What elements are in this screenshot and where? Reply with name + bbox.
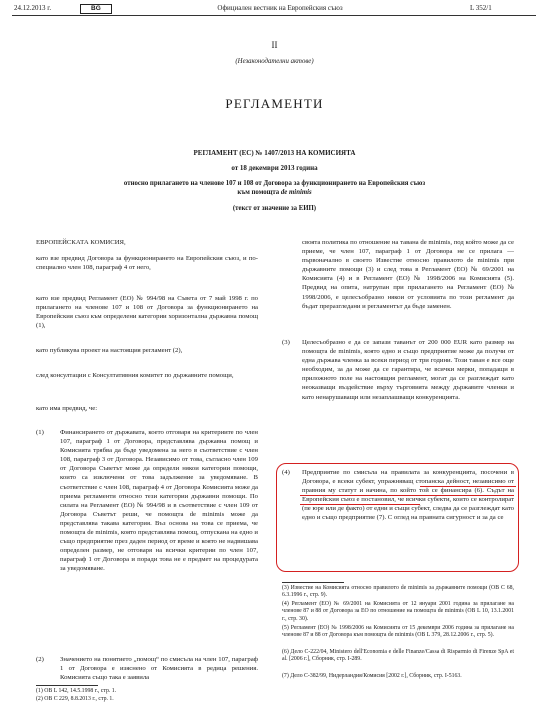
section-subtitle: (Незаконодателни актове): [235, 58, 314, 65]
recital-1-number: (1): [36, 429, 44, 436]
language-badge: BG: [80, 4, 112, 14]
recital-consultation: след консултации с Консултативния комитет по държавните помощи,: [36, 372, 234, 379]
highlight-underline-1: [420, 486, 516, 487]
regulation-subject-line1: относно прилагането на членове 107 и 108 от Договора за функционирането на Европейския съюз: [123, 180, 426, 187]
section-title: РЕГЛАМЕНТИ: [225, 96, 324, 111]
recital-1-text: Финансирането от държавата, което отговаря на критериите по член 107, параграф 1 от Договора, представлява държавна помощ и Комисията трябва да бъде уведомена за него в съответствие с член 108, параграф 3 от Договора. Независимо от това, съгласно член 109 от Договора Съветът може да определи някои категории помощи, които са изключени от това задължение за уведомяване. В съответствие с член 108, параграф 4 от Договора Комисията може да приема регламенти относно тези категории държавни помощи. По силата на Регламент (ЕО) № 994/98 и в съответствие с член 109 от Договора Съветът реши, че помощта de minimis може да представлява такава категория. Въз основа на това се приема, че помощта de minimis, която представлява помощ, отпускана на едно и също предприятие през даден период от време и която не надвишава определен размер, не отговаря на всички критерии по член 107, параграф 1 от Договора и поради това не е предмет на процедурата за уведомяване.: [60, 429, 258, 573]
recital-2-number: (2): [36, 656, 44, 663]
header-date: 24.12.2013 г.: [14, 4, 52, 12]
commission-line: ЕВРОПЕЙСКАТА КОМИСИЯ,: [36, 239, 126, 246]
footnote-4: (4) Регламент (ЕО) № 69/2001 на Комисията от 12 януари 2001 година за прилагане на членове 87 и 88 от Договора за ЕО по отношение на помощта de minimis (ОВ L 10, 13.1.2001 г., стр. 30).: [282, 601, 514, 622]
journal-name: Официален вестник на Европейския съюз: [217, 4, 343, 12]
header-rule: [12, 15, 536, 16]
recital-draft: като публикува проект на настоящия регламент (2),: [36, 347, 183, 354]
footnote-rule-left: [36, 685, 98, 686]
footnote-3: (3) Известие на Комисията относно правилото de minimis за държавните помощи (ОВ C 68, 6.3.1996 г., стр. 9).: [282, 585, 514, 599]
recital-regulation-994: като взе предвид Регламент (ЕО) № 994/98 на Съвета от 7 май 1998 г. по прилагането на членове 107 и 108 от Договора за функционирането на Европейския съюз към определени категории хоризонтална държавна помощ (1),: [36, 295, 258, 330]
recital-4-number: (4): [282, 469, 290, 476]
section-number: II: [271, 40, 278, 50]
recital-3-number: (3): [282, 339, 290, 346]
highlight-oval: [276, 463, 519, 572]
footnote-rule-right: [282, 582, 344, 583]
footnote-2: (2) ОВ C 229, 8.8.2013 г., стр. 1.: [36, 696, 114, 702]
whereas-line: като има предвид, че:: [36, 405, 98, 412]
footnote-7: (7) Дело C-382/99, Нидерландия/Комисия [2002 г.], Сборник, стр. I-5163.: [282, 673, 462, 679]
page-reference: L 352/1: [470, 4, 492, 12]
regulation-date: от 18 декември 2013 година: [231, 164, 318, 172]
recital-2-text: Значението на понятието „помощ“ по смисъла на член 107, параграф 1 от Договора е изяснено от Комисията в редица решения. Комисията също така е заявила: [60, 656, 258, 682]
highlight-underline-2: [300, 495, 514, 496]
recital-3-text: Целесъобразно е да се запази таванът от 200 000 EUR като размер на помощта de minimis, която едно и също предприятие може да получи от една държава членка за всеки период от три години. Този таван е все още необходим, за да може да се гарантира, че всички мерки, попадащи в приложното поле на настоящия регламент, могат да се разглеждат като неоказващи въздействие върху търговията между държавите членки и като ненарушаващи или незаплашващи конкуренцията.: [302, 339, 514, 401]
regulation-subject-line2: към помощта de minimis: [237, 189, 312, 196]
recital-4-text: Предприятие по смисъла на правилата за конкуренцията, посочени в Договора, е всеки субект, упражняващ стопанска дейност, независимо от правния му статут и начина, по който той се финансира (6). Съдът на Европейския съюз е постановил, че всички субекти, които се контролират (пе юре или де факто) от едни и същи субект, следва да се разглеждат като едно и също предприятие (7). С оглед на правната сигурност и за да се: [302, 469, 514, 522]
highlight-underline-3: [300, 504, 420, 505]
eea-relevance: (текст от значение за ЕИП): [232, 205, 317, 212]
footnote-5: (5) Регламент (ЕО) № 1998/2006 на Комисията от 15 декември 2006 година за прилагане на членове 87 и 88 от Договора към помощта de minimis (ОВ L 379, 28.12.2006 г., стр. 5).: [282, 625, 514, 639]
recital-2-continued: своята политика по отношение на тавана de minimis, под който може да се приеме, че член 107, параграф 1 от Договора не се прилага — първоначално в своето Известие относно правилото de minimis при държавните помощи (3) и след това в Регламент (ЕО) № 69/2001 на Комисията (4) и в Регламент (ЕО) № 1998/2006 на Комисията (5). Предвид на опита, натрупан при прилагането на Регламент (ЕО) № 1998/2006, е целесъобразно някои от условията по този регламент да бъдат преразгледани и регламентът да бъде заменен.: [302, 239, 514, 310]
footnote-1: (1) ОВ L 142, 14.5.1998 г., стр. 1.: [36, 688, 117, 694]
footnote-6: (6) Дело C-222/04, Ministero dell'Economia e delle Finanze/Cassa di Risparmio di Firenze SpA et al. [2006 г.], Сборник, стр. I-289.: [282, 649, 514, 663]
regulation-title: РЕГЛАМЕНТ (ЕС) № 1407/2013 НА КОМИСИЯТА: [193, 149, 356, 157]
recital-treaty: като взе предвид Договора за функционирането на Европейския съюз, и по-специално член 108, параграф 4 от него,: [36, 255, 258, 272]
